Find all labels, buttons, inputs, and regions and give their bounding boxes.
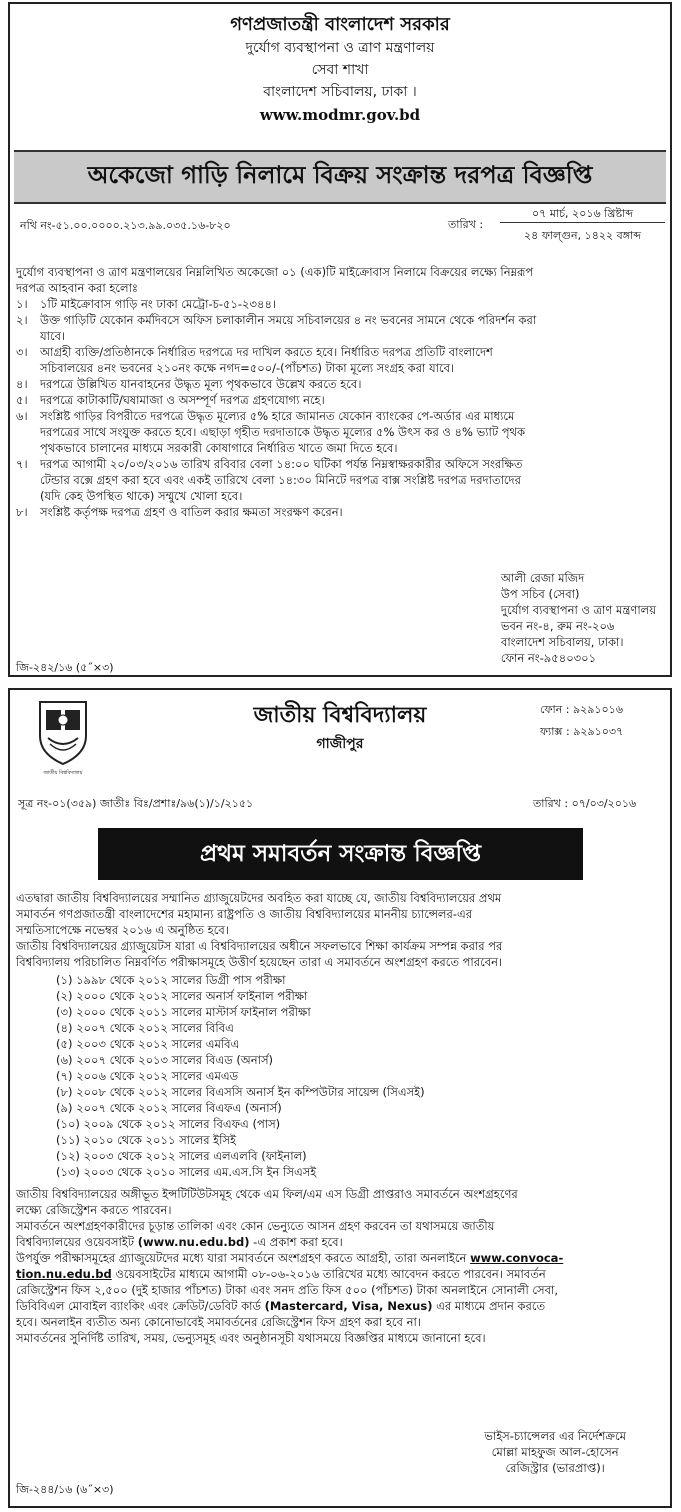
apply-line-3: রেজিস্ট্রেশন ফিস ২,৫০০ (দুই হাজার পাঁচশত) টাকা এবং সনদ প্রতি ফিস ৫০০ (পাঁচশত) টাকা অনলাইনে সোনালী সেবা, — [16, 1283, 559, 1297]
venue-line-2: বিশ্ববিদ্যালয়ের ওয়েবসাইট (www.nu.edu.bd) -এ প্রকাশ করা হবে। — [16, 1235, 343, 1249]
logo-caption: জাতীয় বিশ্ববিদ্যালয় — [43, 770, 83, 776]
signature-line: ভাইস-চ্যান্সেলর এর নির্দেশক্রমে — [484, 1429, 626, 1443]
fax-number: ফ্যাক্স : ৯২৯১০৩৭ — [540, 725, 624, 738]
condition-number: ৬। — [16, 409, 28, 423]
tender-notice — [8, 2, 672, 677]
convocation-body — [16, 890, 666, 1346]
apply-line-1: উপর্যুক্ত পরীক্ষাসমূহের গ্র্যাজুয়েটদের মধ্যে যারা সমাবর্তনে অংশগ্রহণ করতে আগ্রহী, তারা অনলাইনে www.convoca- — [16, 1251, 564, 1265]
condition-number: ৮। — [16, 505, 28, 519]
condition-text: উক্ত গাড়িটি যেকোন কর্মদিবসে অফিস চলাকালীন সময়ে সচিবালয়ের ৪ নং ভবনের সামনে থেকে পরিদর্শন করা — [40, 313, 537, 327]
exam-item: (৪) ২০০৭ থেকে ২০১২ সালের বিবিএ — [56, 1021, 234, 1035]
website-link[interactable]: www.modmr.gov.bd — [259, 106, 421, 124]
university-location: গাজীপুর — [316, 736, 364, 752]
notice-title — [14, 150, 666, 204]
office-address: বাংলাদেশ সচিবালয়, ঢাকা । — [263, 84, 417, 100]
apply-line-4: ডিবিবিএল মোবাইল ব্যাংকিং এবং ক্রেডিট/ডেবিট কার্ড (Mastercard, Visa, Nexus) এর মাধ্যমে প্রদান করতে — [16, 1299, 546, 1313]
signature-line: আলী রেজা মজিদ — [500, 571, 585, 585]
exam-item: (৬) ২০০৭ থেকে ২০১৩ সালের বিএড (অনার্স) — [56, 1053, 274, 1067]
condition-number: ৪। — [16, 377, 28, 391]
intro-line-2: দরপত্র আহবান করা হলোঃ — [16, 281, 139, 295]
condition-text: আগ্রহী ব্যক্তি/প্রতিষ্ঠানকে নির্ধারিত দরপত্রে দর দাখিল করতে হবে। নির্ধারিত দরপত্র প্রতিটি বাংলাদেশ — [40, 345, 493, 359]
exam-item: (২) ২০০০ থেকে ২০১২ সালের অনার্স ফাইনাল পরীক্ষা — [56, 989, 308, 1003]
signature-line: ফোন নং-৯৫৪০৩০১ — [500, 651, 597, 665]
condition-text: সংশ্লিষ্ট গাড়ির বিপরীতে দরপত্রে উদ্ধৃত মূল্যের ৫% হারে জামানত যেকোন ব্যাংকের পে-অর্ডার এর মাধ্যমে — [40, 409, 515, 423]
intro-line: এতদ্বারা জাতীয় বিশ্ববিদ্যালয়ের সম্মানিত গ্র্যাজুয়েটদের অবহিত করা যাচ্ছে যে, জাতীয় বিশ্ববিদ্যালয়ের প্রথম — [16, 891, 502, 905]
condition-text: দরপত্রের সাথে সংযুক্ত করতে হবে। এছাড়া গৃহীত দরদাতাকে উদ্ধৃত মূল্যের ৫% উৎস কর ও ৪% ভ্যাট পৃথক — [40, 425, 526, 439]
apply-line-2: tion.nu.edu.bd ওয়েবসাইটের মাধ্যমে আগামী ০৮-০৬-২০১৬ তারিখের মধ্যে আবেদন করতে পারবেন। সমাবর্তন — [16, 1267, 546, 1281]
apply-line-5: হবে। অনলাইন ব্যতীত অন্য কোনোভাবেই সমাবর্তনের রেজিস্ট্রেশন ফিস গ্রহণ করা হবে না। — [16, 1315, 421, 1329]
advert-code: জি-২৪২/১৬ (৫˝×৩) — [16, 661, 114, 674]
condition-number — [16, 424, 40, 440]
condition-text: (যদি কেহ উপস্থিত থাকে) সম্মুখে খোলা হবে। — [40, 489, 243, 503]
exam-item: (১৩) ২০০৩ থেকে ২০১০ সালের এম.এস.সি ইন সিএসই — [56, 1165, 317, 1179]
university-name: জাতীয় বিশ্ববিদ্যালয় — [253, 703, 427, 728]
condition-text: দরপত্রে উল্লিখিত যানবাহনের উদ্ধৃত মূল্য পৃথকভাবে উল্লেখ করতে হবে। — [40, 377, 362, 391]
condition-item — [16, 312, 666, 328]
exam-item: (৫) ২০০৩ থেকে ২০১২ সালের এমবিএ — [56, 1037, 240, 1051]
condition-number: ৫। — [16, 393, 28, 407]
condition-item — [16, 392, 666, 408]
venue-line-1: সমাবর্তনে অংশগ্রহণকারীদের চূড়ান্ত তালিকা এবং কোন ভেন্যুতে আসন গ্রহণ করবেন তা যথাসময়ে জাতীয় — [16, 1219, 495, 1233]
card-types: (Mastercard, Visa, Nexus) — [264, 1299, 433, 1313]
condition-number: ১। — [16, 297, 28, 311]
condition-text: দরপত্র আগামী ২০/০৩/২০১৬ তারিখ রবিবার বেলা ১৪:০০ ঘটিকা পর্যন্ত নিম্নস্বাক্ষরকারীর অফিসে সংরক্ষিত — [40, 457, 523, 471]
government-name: গণপ্রজাতন্ত্রী বাংলাদেশ সরকার — [230, 14, 450, 35]
convocation-notice — [8, 688, 672, 1508]
phone-number: ফোন : ৯২৯১০১৬ — [540, 703, 623, 716]
condition-item — [16, 328, 666, 344]
mphil-line: জাতীয় বিশ্ববিদ্যালয়ের অঙ্গীভূত ইন্সটিটিউটসমূহ থেকে এম ফিল/এম এস ডিগ্রী প্রাপ্তরাও সমাবর্তনে অংশগ্রহণের — [16, 1187, 518, 1201]
memo-number: সূত্র নং-০১(৩৫৯) জাতীঃ বিঃ/প্রশাঃ/৯৬(১)/১/২১৫১ — [18, 797, 254, 810]
signature-line: মোল্লা মাহফুজ আল-হোসেন — [491, 1445, 619, 1459]
condition-number — [16, 472, 40, 488]
signature-line: রেজিস্ট্রার (ভারপ্রাপ্ত)। — [505, 1461, 605, 1475]
intro-line: বিশ্ববিদ্যালয় পরিচালিত নিম্নবর্ণিত পরীক্ষাসমূহে উত্তীর্ণ হয়েছেন তারা এ সমাবর্তনে অংশগ্রহণ করতে পারবেন। — [16, 955, 503, 969]
condition-number: ২। — [16, 313, 28, 327]
memo-number: নথি নং-৫১.০০.০০০০.২১৩.৯৯.০৩৫.১৬-৮২০ — [20, 219, 231, 232]
condition-item — [16, 408, 666, 424]
exam-item: (১০) ২০০৯ থেকে ২০১২ সালের বিএফএ (পাস) — [56, 1117, 281, 1131]
schedule-line: সমাবর্তনের সুনির্দিষ্ট তারিখ, সময়, ভেন্যুসমূহ এবং অনুষ্ঠানসূচী যথাসময়ে বিজ্ঞপ্তির মাধ্যমে জানানো হবে। — [16, 1331, 486, 1345]
branch-name: সেবা শাখা — [311, 62, 369, 78]
intro-line: সম্মতিসাপেক্ষে নভেম্বর ২০১৬ এ অনুষ্ঠিত হবে। — [16, 923, 229, 937]
notice-title-text: অকেজো গাড়ি নিলামে বিক্রয় সংক্রান্ত দরপত্র বিজ্ঞপ্তি — [87, 161, 593, 189]
condition-text: সংশ্লিষ্ট কর্তৃপক্ষ দরপত্র গ্রহণ ও বাতিল করার ক্ষমতা সংরক্ষণ করেন। — [40, 505, 343, 519]
condition-text: টেন্ডার বক্সে গ্রহণ করা হবে এবং একই তারিখে বেলা ১৪:৩০ মিনিটে দরপত্র বাক্স সংশ্লিষ্ট দরপত্র দরদাতাদের — [40, 473, 521, 487]
condition-text: সচিবালয়ের ৪নং ভবনের ২১০নং কক্ষে নগদ=৫০০/-(পাঁচশত) টাকা মূল্যে সংগ্রহ করা যাবে। — [40, 361, 455, 375]
signature-line: দুর্যোগ ব্যবস্থাপনা ও ত্রাণ মন্ত্রণালয় — [500, 603, 656, 617]
exam-list — [16, 972, 666, 1180]
condition-number — [16, 440, 40, 456]
notice-title — [98, 828, 583, 880]
nu-website-link[interactable]: (www.nu.edu.bd) — [137, 1235, 250, 1249]
exam-item: (৯) ২০০৭ থেকে ২০১২ সালের বিএফএ (অনার্স) — [56, 1101, 282, 1115]
intro-line: জাতীয় বিশ্ববিদ্যালয়ের গ্র্যাজুয়েটস যারা এ বিশ্ববিদ্যালয়ের অধীনে সফলভাবে শিক্ষা কার্যক্রম সম্পন্ন করার পর — [16, 939, 503, 953]
condition-item — [16, 376, 666, 392]
date-gregorian: ০৭ মার্চ, ২০১৬ খ্রিষ্টাব্দ — [500, 206, 665, 223]
condition-number — [16, 328, 40, 344]
condition-item — [16, 296, 666, 312]
exam-item: (৭) ২০০৬ থেকে ২০১২ সালের এমএড — [56, 1069, 239, 1083]
condition-text: দরপত্রে কাটাকাটি/ঘষামাজা ও অসম্পূর্ণ দরপত্র গ্রহণযোগ্য নহে। — [40, 393, 325, 407]
signature-block — [501, 570, 656, 666]
condition-number — [16, 360, 40, 376]
condition-number: ৩। — [16, 345, 28, 359]
date-bangla: ২৪ ফাল্গুন, ১৪২২ বঙ্গাব্দ — [524, 229, 641, 242]
exam-item: (৮) ২০০৮ থেকে ২০১২ সালের বিএসসি অনার্স ইন কম্পিউটার সায়েন্স (সিএসই) — [56, 1085, 425, 1099]
intro-line: সমাবর্তন গণপ্রজাতন্ত্রী বাংলাদেশের মহামান্য রাষ্ট্রপতি ও জাতীয় বিশ্ববিদ্যালয়ের মাননীয় চ্যান্সেলর-এর — [16, 907, 473, 921]
condition-item — [16, 360, 666, 376]
convocation-website-link[interactable]: www.convoca- — [470, 1251, 564, 1265]
condition-item — [16, 456, 666, 472]
exam-item: (১) ১৯৯৮ থেকে ২০১২ সালের ডিগ্রী পাস পরীক্ষা — [56, 973, 286, 987]
condition-item — [16, 440, 666, 456]
condition-text: যাবে। — [40, 329, 66, 343]
condition-text: ১টি মাইক্রোবাস গাড়ি নং ঢাকা মেট্রো-চ-৫১-২৩৪৪। — [40, 297, 277, 311]
signature-line: ভবন নং-৪, রুম নং-২০৬ — [500, 619, 615, 633]
condition-item — [16, 424, 666, 440]
condition-item — [16, 488, 666, 504]
condition-number: ৭। — [16, 457, 28, 471]
condition-item — [16, 504, 666, 520]
condition-item — [16, 344, 666, 360]
notice-date: তারিখ : ০৭/০৩/২০১৬ — [533, 797, 637, 810]
intro-line-1: দুর্যোগ ব্যবস্থাপনা ও ত্রাণ মন্ত্রণালয়ের নিম্নলিখিত অকেজো ০১ (এক)টি মাইক্রোবাস নিলামে বিক্রয়ের লক্ষ্যে নিম্নরূপ — [16, 265, 534, 279]
mphil-paragraph — [16, 1186, 666, 1218]
mphil-line: লক্ষ্যে রেজিস্ট্রেশন করতে পারবেন। — [16, 1203, 172, 1217]
condition-list — [16, 296, 666, 520]
exam-item: (৩) ২০০০ থেকে ২০১১ সালের মাস্টার্স ফাইনাল পরীক্ষা — [56, 1005, 311, 1019]
condition-item — [16, 472, 666, 488]
notice-title-text: প্রথম সমাবর্তন সংক্রান্ত বিজ্ঞপ্তি — [200, 840, 481, 867]
date-label: তারিখ : — [448, 218, 484, 231]
condition-number — [16, 488, 40, 504]
condition-text: পৃথকভাবে চালানের মাধ্যমে সরকারী কোষাগারে নির্ধারিত খাতে জমা দিতে হবে। — [40, 441, 398, 455]
convocation-website-link-cont[interactable]: tion.nu.edu.bd — [16, 1267, 112, 1281]
ministry-name: দুর্যোগ ব্যবস্থাপনা ও ত্রাণ মন্ত্রণালয় — [245, 40, 435, 56]
exam-item: (১২) ২০০৩ থেকে ২০১২ সালের এলএলবি (ফাইনাল) — [56, 1149, 307, 1163]
signature-line: উপ সচিব (সেবা) — [500, 587, 580, 601]
exam-item: (১১) ২০১০ থেকে ২০১১ সালের ইসিই — [56, 1133, 237, 1147]
advert-code: জি-২৪৪/১৬ (৬˝×৩) — [16, 1483, 114, 1496]
tender-body — [16, 264, 666, 520]
intro-paragraph — [16, 890, 666, 970]
signature-block — [484, 1428, 626, 1476]
signature-line: বাংলাদেশ সচিবালয়, ঢাকা। — [500, 635, 624, 649]
